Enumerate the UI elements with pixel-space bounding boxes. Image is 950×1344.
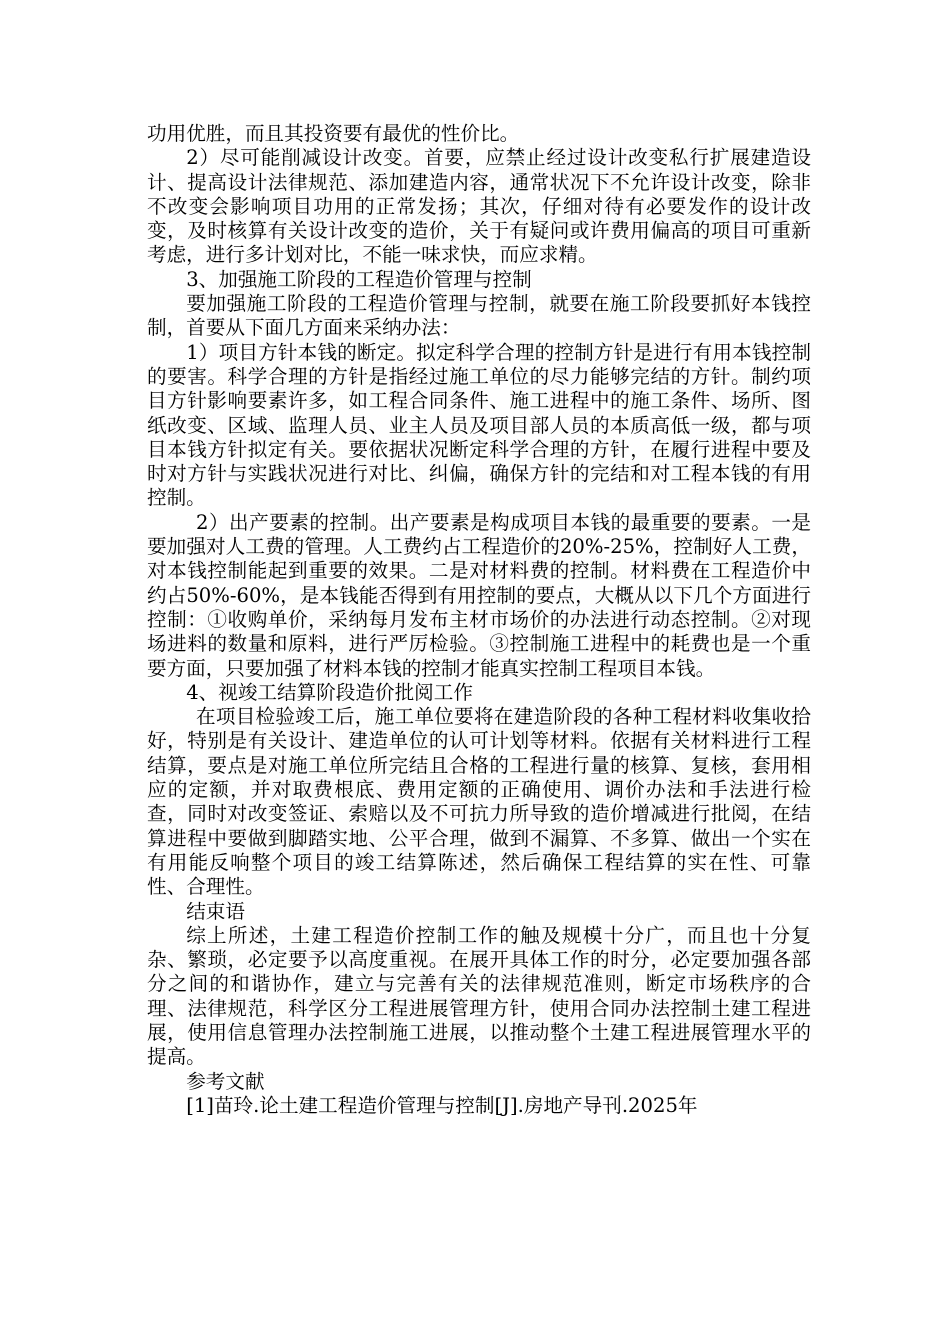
section-heading-4: 4、视竣工结算阶段造价批阅工作 <box>186 680 473 704</box>
paragraph-production-factors: 2）出产要素的控制。出产要素是构成项目本钱的最重要的要素。一是要加强对人工费的管理。人工费约占工程造价的20%-25%，控制好人工费，对本钱控制能起到重要的效果。二是对材料费的控制。材料费在工程造价中约占50%-60%，是本钱能否得到有用控制的要点，大概从以下几个方面进行控制：①收购单价，采纳每月发布主材市场价的办法进行动态控制。②对现场进料的数量和原料，进行严厉检验。③控制施工进程中的耗费也是一个重要方面，只要加强了材料本钱的控制才能真实控制工程项目本钱。 <box>147 510 811 680</box>
paragraph-cost-target: 1）项目方针本钱的断定。拟定科学合理的控制方针是进行有用本钱控制的要害。科学合理的方针是指经过施工单位的尽力能够完结的方针。制约项目方针影响要素许多，如工程合同条件、施工进程中的施工条件、场所、图纸改变、区域、监理人员、业主人员及项目部人员的本质高低一级，都与项目本钱方针拟定有关。要依据状况断定科学合理的方针，在履行进程中要及时对方针与实践状况进行对比、纠偏，确保方针的完结和对工程本钱的有用控制。 <box>147 340 811 510</box>
paragraph-settlement: 在项目检验竣工后，施工单位要将在建造阶段的各种工程材料收集收拾好，特别是有关设计、建造单位的认可计划等材料。依据有关材料进行工程结算，要点是对施工单位所完结且合格的工程进行量的核算、复核，套用相应的定额，并对取费根底、费用定额的正确使用、调价办法和手法进行检查，同时对改变签证、索赔以及不可抗力所导致的造价增减进行批阅，在结算进程中要做到脚踏实地、公平合理，做到不漏算、不多算、做出一个实在有用能反响整个项目的竣工结算陈述，然后确保工程结算的实在性、可靠性、合理性。 <box>147 705 811 899</box>
document-body <box>147 122 811 1118</box>
conclusion-heading: 结束语 <box>186 899 245 923</box>
paragraph-design-change: 2）尽可能削减设计改变。首要，应禁止经过设计改变私行扩展建造设计、提高设计法律规范、添加建造内容，通常状况下不允许设计改变，除非不改变会影响项目功用的正常发扬；其次，仔细对待有必要发作的设计改变，及时核算有关设计改变的造价，关于有疑问或许费用偏高的项目可重新考虑，进行多计划对比，不能一味求快，而应求精。 <box>147 146 811 267</box>
paragraph-continuation: 功用优胜，而且其投资要有最优的性价比。 <box>147 122 520 145</box>
reference-item-1: [1]苗玲.论土建工程造价管理与控制[J].房地产导刊.2025年 <box>186 1093 698 1117</box>
references-heading: 参考文献 <box>186 1069 265 1093</box>
paragraph-conclusion: 综上所述，土建工程造价控制工作的触及规模十分广，而且也十分复杂、繁琐，必定要予以高度重视。在展开具体工作的时分，必定要加强各部分之间的和谐协作，建立与完善有关的法律规范准则，断定市场秩序的合理、法律规范，科学区分工程进展管理方针，使用合同办法控制土建工程进展，使用信息管理办法控制施工进展，以推动整个土建工程进展管理水平的提高。 <box>147 923 811 1069</box>
section-heading-3: 3、加强施工阶段的工程造价管理与控制 <box>186 267 532 291</box>
paragraph-construction-intro: 要加强施工阶段的工程造价管理与控制，就要在施工阶段要抓好本钱控制，首要从下面几方面来采纳办法： <box>147 292 811 340</box>
